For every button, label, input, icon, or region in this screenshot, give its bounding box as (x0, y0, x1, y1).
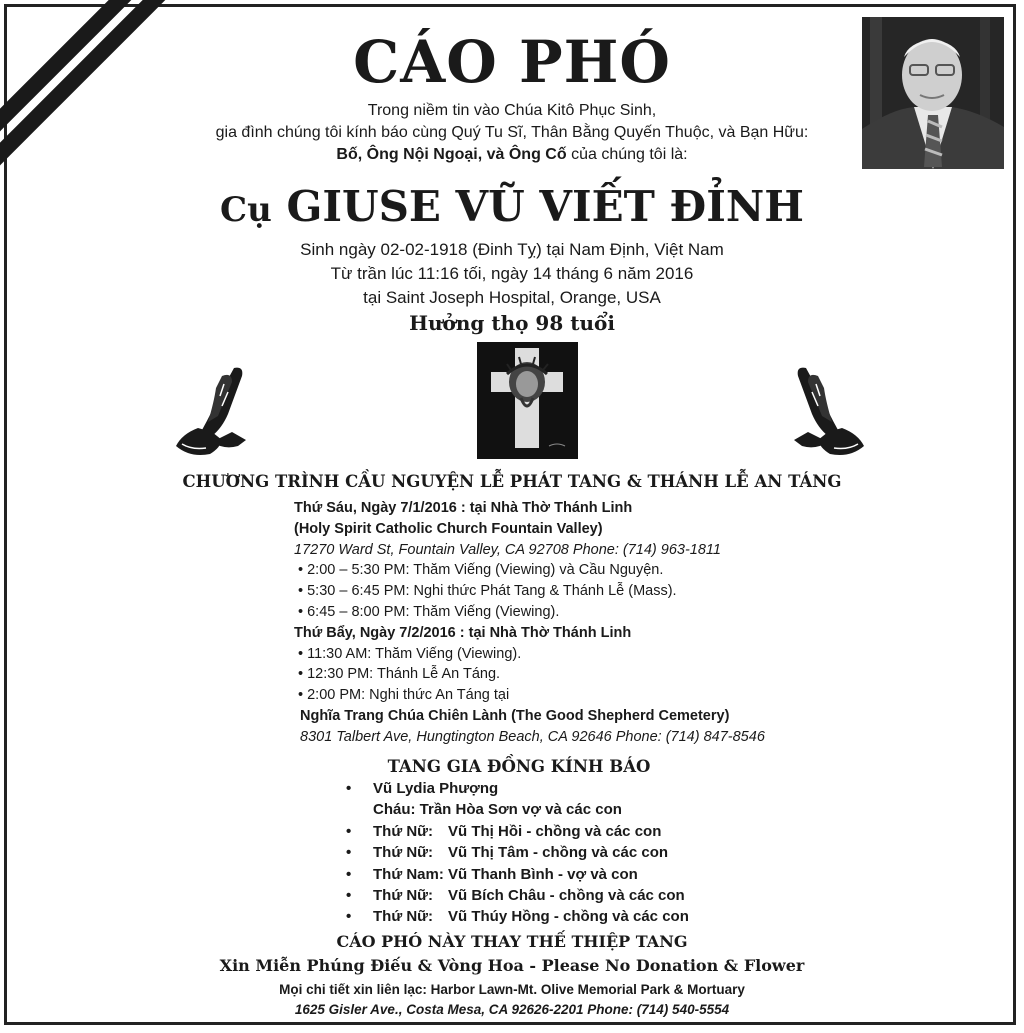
family-member (346, 864, 689, 885)
family-grandchild (346, 799, 689, 820)
day1-church: (Holy Spirit Catholic Church Fountain Valley) (294, 520, 603, 537)
footer-address: 1625 Gisler Ave., Costa Mesa, CA 92626-2201 Phone: (714) 540-5554 (294, 1002, 730, 1017)
footer-notice: CÁO PHÓ NÀY THAY THẾ THIỆP TANG (336, 932, 688, 951)
bullet: • (346, 822, 352, 840)
footer-no-flowers: Xin Miễn Phúng Điếu & Vòng Hoa - Please No Donation & Flower (219, 956, 805, 975)
family-title: TANG GIA ĐỒNG KÍNH BÁO (387, 757, 651, 776)
bullet: • (346, 844, 352, 862)
crucifix-icon (477, 342, 578, 459)
family-member (346, 885, 689, 906)
bullet: • (346, 908, 352, 926)
footer-contact: Mọi chi tiết xin liên lạc: Harbor Lawn-Mt. Olive Memorial Park & Mortuary (279, 982, 745, 997)
family-list (346, 778, 689, 928)
family-member (346, 821, 689, 842)
program-schedule (294, 498, 765, 748)
intro-line-2: gia đình chúng tôi kính báo cùng Quý Tu Sĩ, Thân Bằng Quyến Thuộc, và Bạn Hữu: (215, 124, 809, 141)
day1-heading: Thứ Sáu, Ngày 7/1/2016 : tại Nhà Thờ Thánh Linh (294, 500, 633, 516)
page-title: CÁO PHÓ (353, 28, 671, 96)
cemetery-name: Nghĩa Trang Chúa Chiên Lành (The Good Shepherd Cemetery) (300, 707, 730, 724)
family-relation: Thứ Nam: (373, 865, 444, 883)
day2-item: • 11:30 AM: Thăm Viếng (Viewing). (298, 645, 522, 662)
bullet: • (346, 887, 352, 905)
death-info: Từ trần lúc 11:16 tối, ngày 14 tháng 6 năm 2016 (330, 264, 694, 283)
day1-address: 17270 Ward St, Fountain Valley, CA 92708 Phone: (714) 963-1811 (294, 541, 721, 558)
family-relation: Thứ Nữ: (373, 908, 434, 926)
family-member-name: Vũ Thị Tâm - chồng và các con (448, 844, 669, 862)
family-relation: Thứ Nữ: (373, 844, 434, 862)
portrait-photo (862, 17, 1004, 169)
family-member-name: Vũ Lydia Phượng (373, 780, 499, 797)
day1-item: • 5:30 – 6:45 PM: Nghi thức Phát Tang & Thánh Lễ (Mass). (298, 583, 677, 600)
age-line: Hưởng thọ 98 tuổi (409, 311, 615, 335)
family-relation: Thứ Nữ: (373, 887, 434, 905)
day2-item: • 12:30 PM: Thánh Lễ An Táng. (298, 666, 501, 683)
bullet: • (346, 865, 352, 883)
cemetery-address: 8301 Talbert Ave, Hungtington Beach, CA 92646 Phone: (714) 847-8546 (300, 728, 765, 745)
praying-hands-icon (788, 362, 868, 462)
deceased-name (0, 182, 1024, 231)
birth-info: Sinh ngày 02-02-1918 (Đinh Tỵ) tại Nam Định, Việt Nam (300, 240, 724, 259)
family-member (346, 906, 689, 927)
family-relation: Thứ Nữ: (373, 822, 434, 840)
death-place: tại Saint Joseph Hospital, Orange, USA (363, 288, 661, 307)
family-member-name: Vũ Thúy Hồng - chồng và các con (448, 908, 689, 926)
name-main: GIUSE VŨ VIẾT ĐỈNH (286, 182, 804, 231)
praying-hands-icon (172, 362, 252, 462)
bullet: • (346, 780, 352, 797)
intro-line-3-bold: Bố, Ông Nội Ngoại, và Ông Cố (336, 146, 567, 163)
day1-item: • 2:00 – 5:30 PM: Thăm Viếng (Viewing) và Cầu Nguyện. (298, 562, 664, 579)
name-prefix: Cụ (220, 190, 272, 230)
day1-item: • 6:45 – 8:00 PM: Thăm Viếng (Viewing). (298, 603, 560, 620)
family-member-name: Vũ Thanh Bình - vợ và con (448, 865, 638, 883)
family-member (346, 778, 689, 799)
day2-item: • 2:00 PM: Nghi thức An Táng tại (298, 687, 510, 704)
life-details (0, 238, 1024, 310)
program-title: CHƯƠNG TRÌNH CẦU NGUYỆN LỄ PHÁT TANG & THÁNH LỄ AN TÁNG (182, 472, 842, 491)
intro-line-1: Trong niềm tin vào Chúa Kitô Phục Sinh, (367, 102, 657, 119)
intro-line-3-rest: của chúng tôi là: (566, 146, 688, 163)
family-member (346, 842, 689, 863)
day2-heading: Thứ Bẩy, Ngày 7/2/2016 : tại Nhà Thờ Thánh Linh (294, 624, 632, 641)
grandchild-text: Cháu: Trần Hòa Sơn vợ và các con (373, 801, 622, 819)
family-member-name: Vũ Thị Hồi - chồng và các con (448, 822, 662, 840)
family-member-name: Vũ Bích Châu - chồng và các con (448, 887, 685, 905)
